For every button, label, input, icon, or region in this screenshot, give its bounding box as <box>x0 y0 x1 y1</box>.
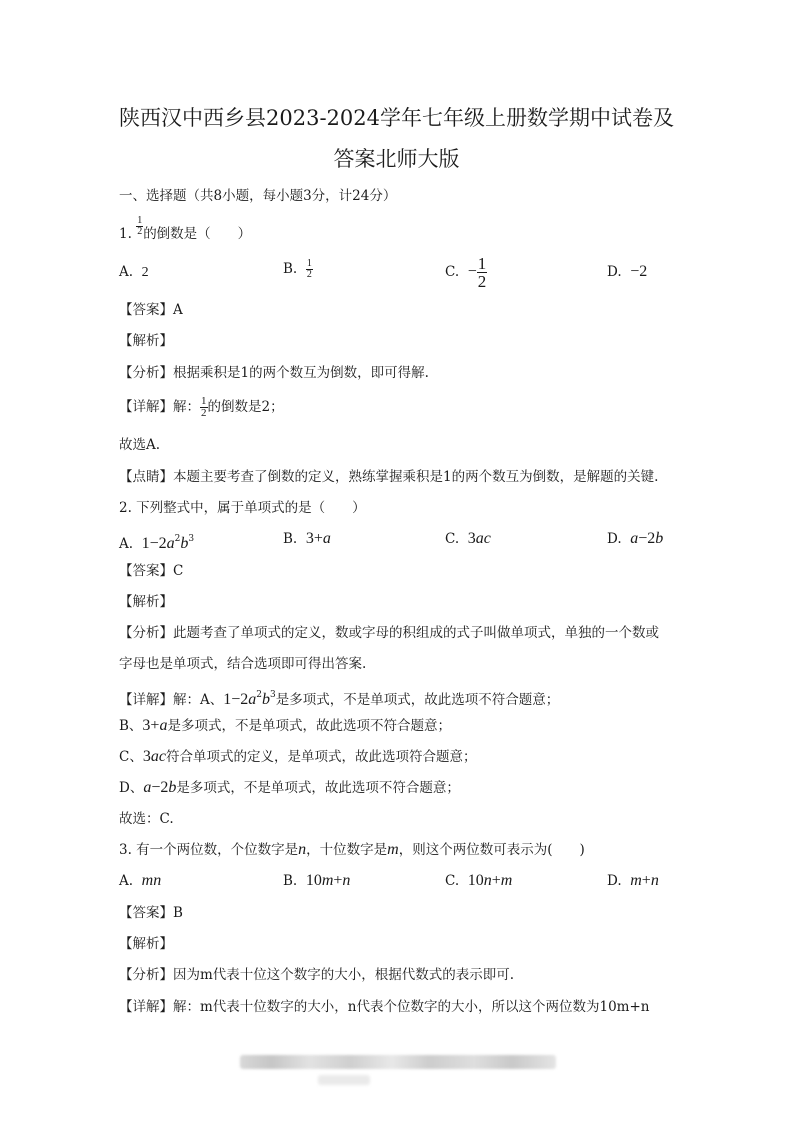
q2-detail-a: 【详解】解：A、$1-2a^2b^3$是多项式，不是单项式，故此选项不符合题意； <box>119 690 560 708</box>
q3-jiexi: 【解析】 <box>119 936 173 952</box>
q1-number: 1. <box>119 226 132 242</box>
q2-analysis-line2: 字母也是单项式，结合选项即可得出答案. <box>119 656 367 672</box>
q1-fraction: $\frac{1}{2}$ <box>137 215 143 237</box>
q2-stem: 2. 下列整式中，属于单项式的是（ ） <box>119 500 366 516</box>
q1-comment: 【点睛】本题主要考查了倒数的定义，熟练掌握乘积是1的两个数互为倒数，是解题的关键. <box>119 469 659 485</box>
q1-detail: 【详解】解： $\frac{1}{2}$ 的倒数是2； <box>119 395 284 419</box>
q2-detail-d: D、a−2b是多项式，不是单项式，故此选项不符合题意； <box>119 779 460 796</box>
blurred-watermark-small <box>318 1075 370 1085</box>
q1-analysis: 【分析】根据乘积是1的两个数互为倒数，即可得解. <box>119 365 429 381</box>
q2-option-a: A. $1-2a^2b^3$ <box>119 534 195 552</box>
q2-jiexi: 【解析】 <box>119 594 173 610</box>
q3-stem: 3. 有一个两位数，个位数字是n，十位数字是m，则这个两位数可表示为( ) <box>119 841 585 858</box>
q3-answer: 【答案】B <box>119 905 183 921</box>
q2-option-b: B. 3+a <box>283 530 331 547</box>
q1-answer: 【答案】A <box>119 302 183 318</box>
document-title-line1: 陕西汉中西乡县2023-2024学年七年级上册数学期中试卷及 <box>119 106 674 130</box>
q3-option-b: B. 10m+n <box>283 872 351 889</box>
q2-detail-b: B、3+a是多项式，不是单项式，故此选项不符合题意； <box>119 717 451 734</box>
q1-choose: 故选A. <box>119 437 161 453</box>
q3-detail: 【详解】解：m代表十位数字的大小，n代表个位数字的大小，所以这个两位数为10m+n <box>119 999 650 1015</box>
q1-option-a: A. 2 <box>119 264 149 280</box>
q3-option-d: D. m+n <box>607 872 659 889</box>
q2-answer: 【答案】C <box>119 563 184 579</box>
blurred-watermark <box>240 1055 556 1069</box>
q2-detail-c: C、3ac符合单项式的定义，是单项式，故此选项符合题意； <box>119 748 477 765</box>
q3-option-a: A. mn <box>119 872 162 889</box>
q1-jiexi: 【解析】 <box>119 333 173 349</box>
q1-stem-text: 的倒数是（ ） <box>143 226 252 242</box>
q1-option-c: C. − $\frac{1}{2}$ <box>445 254 487 291</box>
q3-analysis: 【分析】因为m代表十位这个数字的大小，根据代数式的表示即可. <box>119 967 515 983</box>
q3-option-c: C. 10n+m <box>445 872 513 889</box>
q1-option-d: D. −2 <box>607 263 648 280</box>
q2-option-d: D. a−2b <box>607 530 664 547</box>
document-title-line2: 答案北师大版 <box>333 147 460 171</box>
q2-option-c: C. 3ac <box>445 530 491 547</box>
q1-stem <box>119 215 252 245</box>
q2-analysis-line1: 【分析】此题考查了单项式的定义，数或字母的积组成的式子叫做单项式，单独的一个数或 <box>119 625 659 641</box>
q1-option-b: B. $\frac{1}{2}$ <box>283 258 312 280</box>
section-heading: 一、选择题（共8小题，每小题3分，计24分） <box>119 188 397 204</box>
q2-choose: 故选：C. <box>119 811 174 827</box>
